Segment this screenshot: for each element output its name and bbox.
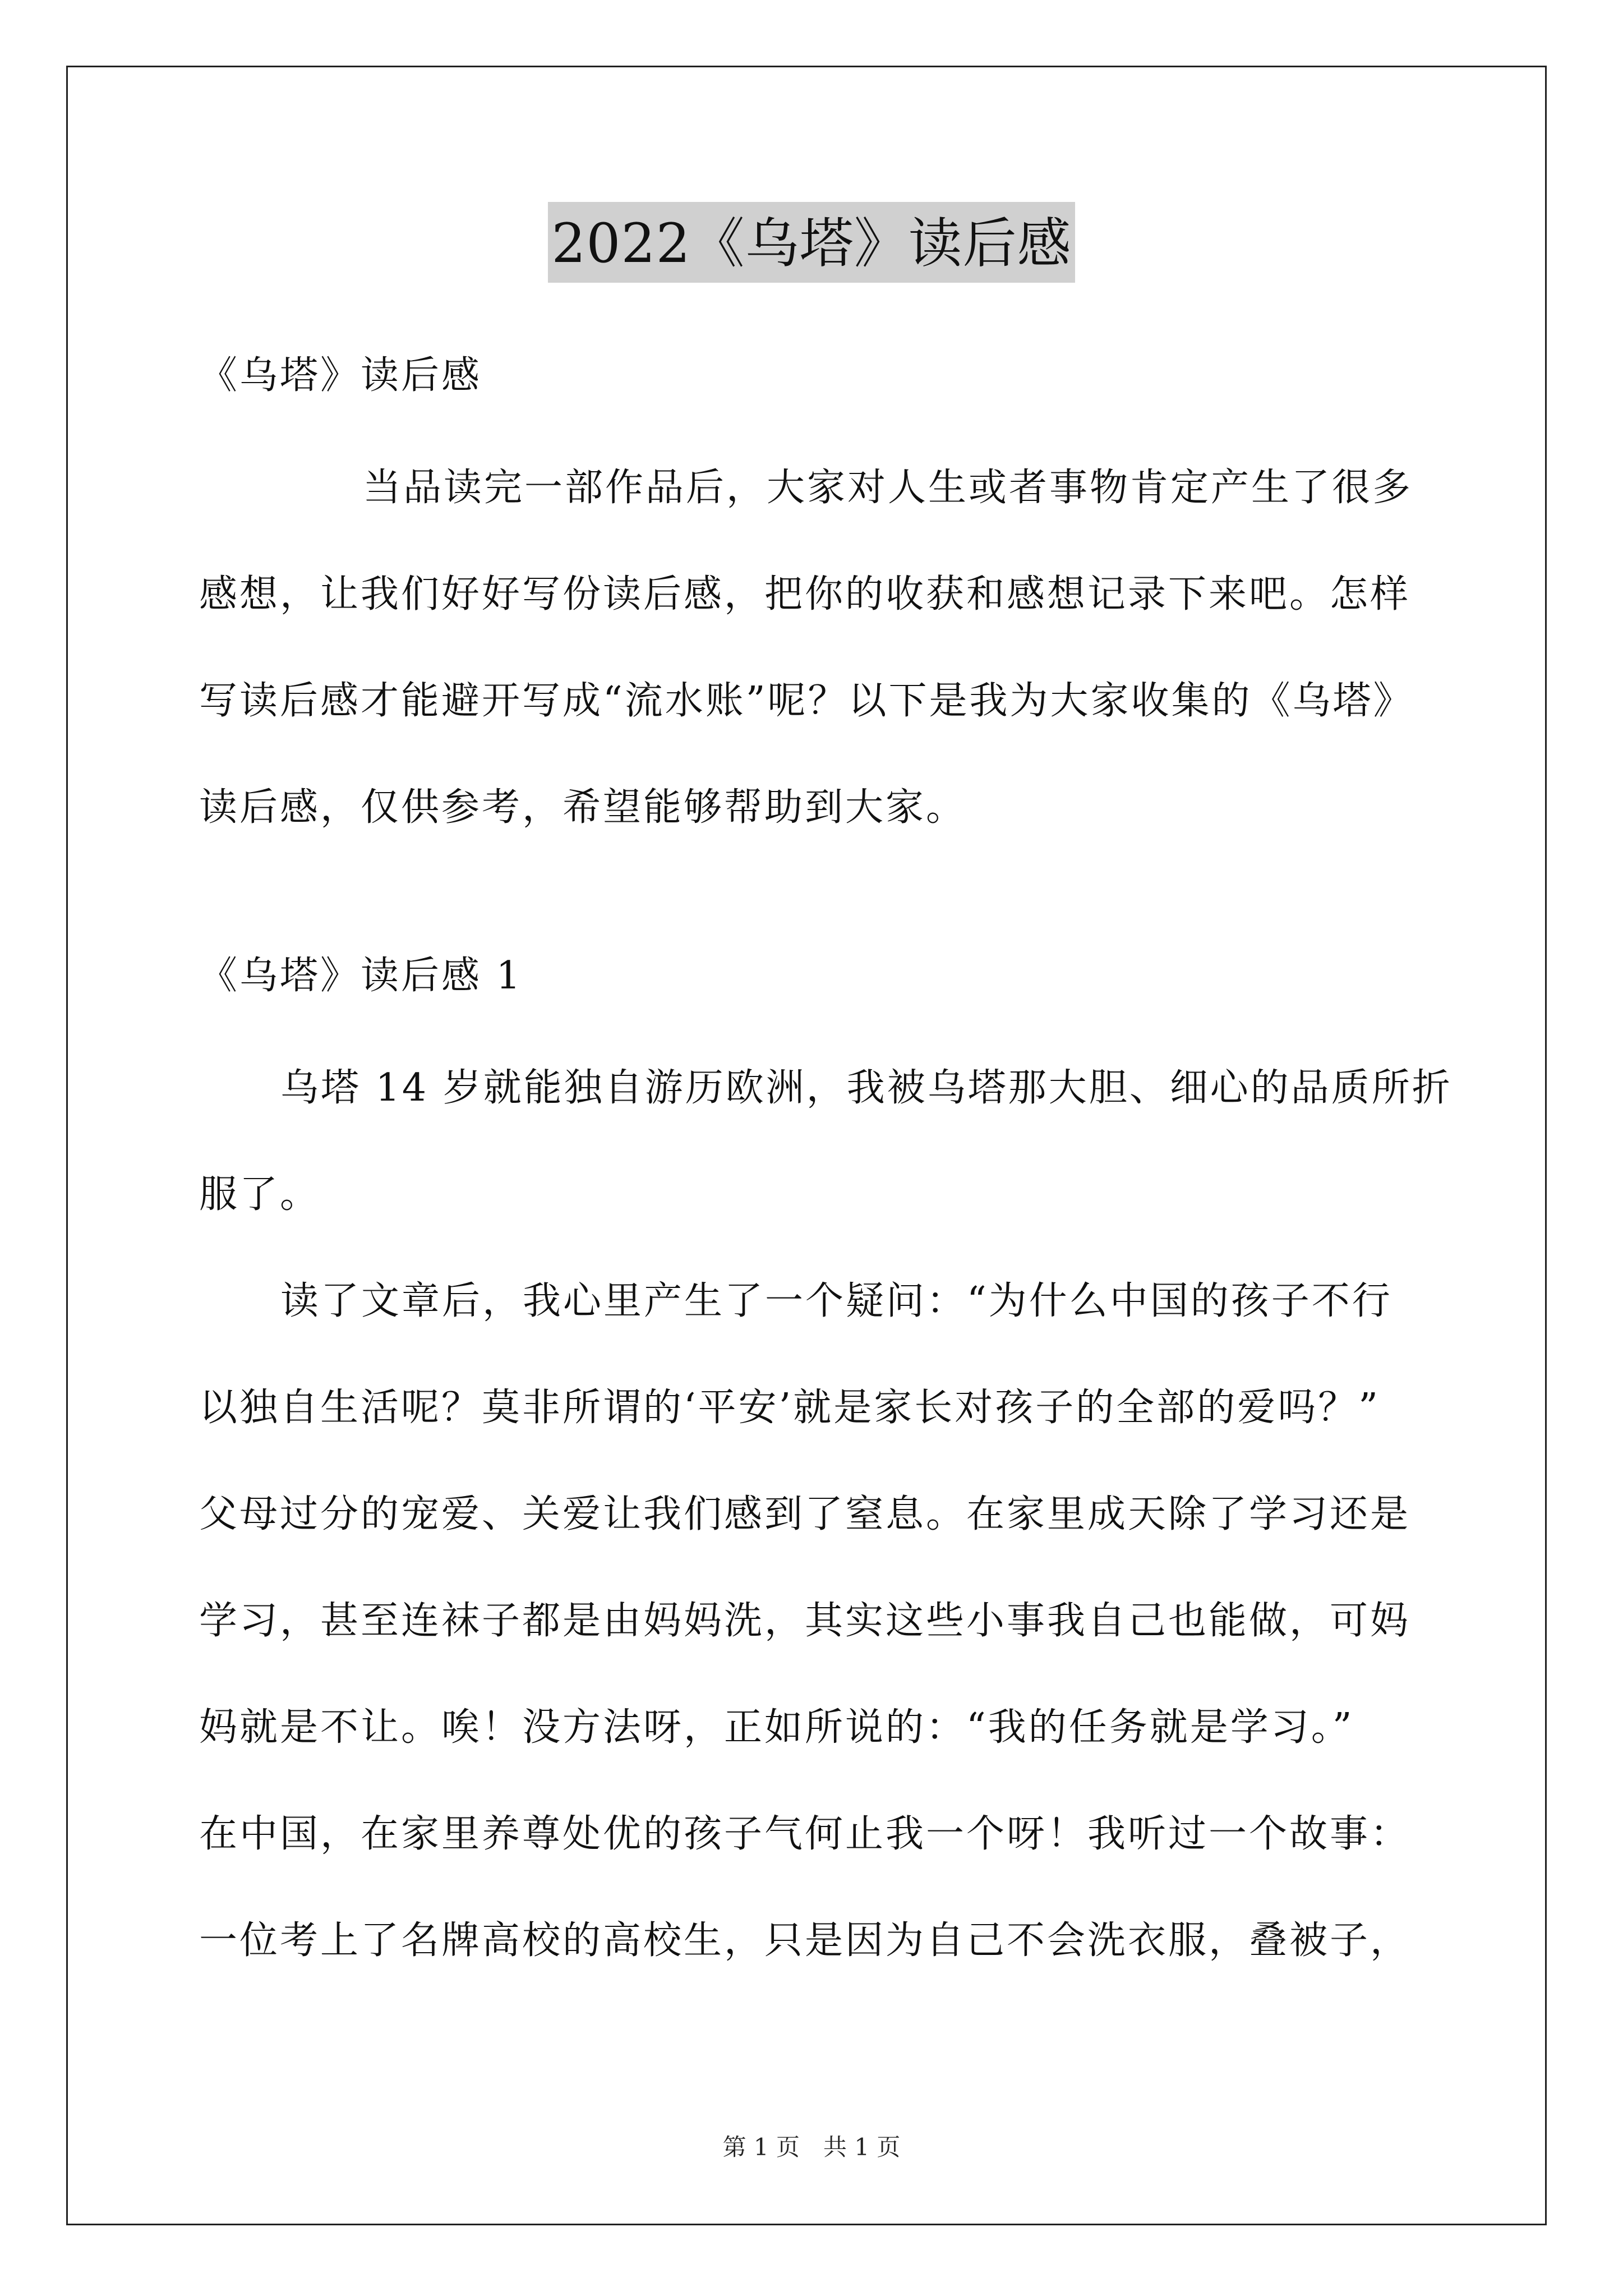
title-container	[0, 202, 1623, 283]
intro-line-2: 感想，让我们好好写份读后感，把你的收获和感想记录下来吧。怎样	[199, 572, 1411, 616]
intro-line-1: 当品读完一部作品后，大家对人生或者事物肯定产生了很多	[363, 466, 1413, 510]
document-title: 2022《乌塔》读后感	[548, 202, 1075, 283]
para2-line-6: 在中国，在家里养尊处优的孩子气何止我一个呀！我听过一个故事：	[199, 1812, 1411, 1856]
intro-line-4: 读后感，仅供参考，希望能够帮助到大家。	[199, 785, 967, 830]
para1-line-1: 乌塔 14 岁就能独自游历欧洲，我被乌塔那大胆、细心的品质所折	[280, 1066, 1453, 1110]
para2-line-5: 妈就是不让。唉！没方法呀，正如所说的：“我的任务就是学习。”	[199, 1705, 1354, 1750]
para2-line-3: 父母过分的宠爱、关爱让我们感到了窒息。在家里成天除了学习还是	[199, 1492, 1411, 1536]
page-footer: 第 1 页 共 1 页	[722, 2133, 901, 2161]
intro-line-3: 写读后感才能避开写成“流水账”呢？以下是我为大家收集的《乌塔》	[199, 679, 1414, 723]
para1-line-2: 服了。	[199, 1172, 321, 1217]
document-subtitle: 《乌塔》读后感	[199, 353, 482, 398]
para2-line-1: 读了文章后，我心里产生了一个疑问：“为什么中国的孩子不行	[280, 1279, 1393, 1323]
para2-line-7: 一位考上了名牌高校的高校生，只是因为自己不会洗衣服，叠被子，	[199, 1918, 1411, 1963]
para2-line-4: 学习，甚至连袜子都是由妈妈洗，其实这些小事我自己也能做，可妈	[199, 1599, 1411, 1643]
para2-line-2: 以独自生活呢？莫非所谓的‘平安’就是家长对孩子的全部的爱吗？”	[199, 1386, 1380, 1430]
section-heading: 《乌塔》读后感 1	[199, 954, 523, 998]
